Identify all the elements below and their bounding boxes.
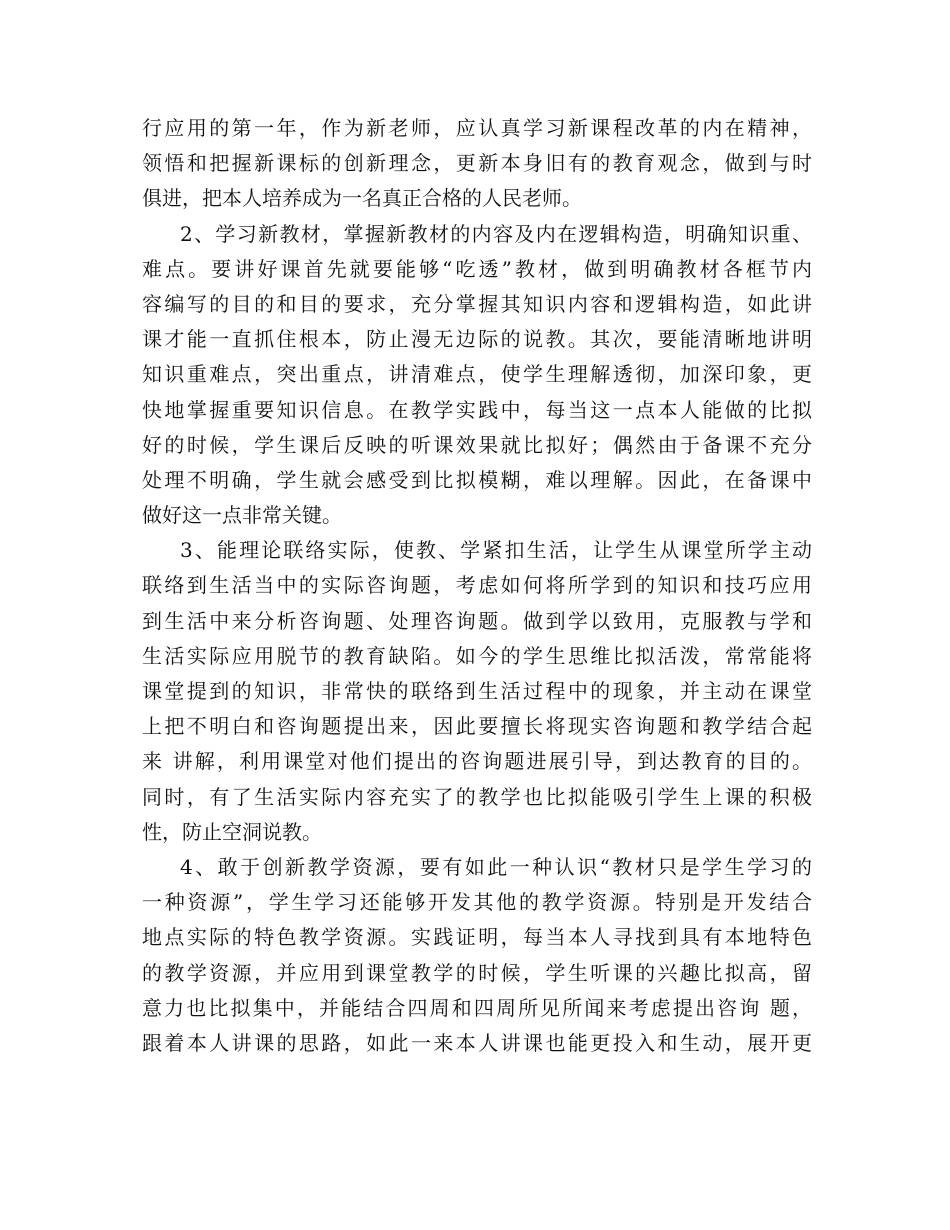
text-line: 性，防止空洞说教。 [142, 819, 322, 844]
text-line: 课才能一直抓住根本，防止漫无边际的说教。其次，要能清晰地讲明 [142, 327, 812, 352]
paragraph-1 [142, 111, 812, 217]
text-line: 处理不明确，学生就会感受到比拟模糊，难以理解。因此，在备课中 [142, 467, 812, 492]
text-line: 课堂提到的知识，非常快的联络到生活过程中的现象，并主动在课堂 [142, 679, 812, 703]
text-line: 3、能理论联络实际，使教、学紧扣生活，让学生从课堂所学主动 [180, 538, 812, 563]
text-line: 知识重难点，突出重点，讲清难点，使学生理解透彻，加深印象，更 [142, 362, 812, 387]
paragraph-2 [142, 217, 812, 534]
text-line: 4、敢于创新教学资源，要有如此一种认识“教材只是学生学习的 [180, 854, 812, 879]
text-line: 地点实际的特色教学资源。实践证明，每当本人寻找到具有本地特色 [142, 925, 812, 950]
text-line: 意力也比拟集中，并能结合四周和四周所见所闻来考虑提出咨询 题， [142, 995, 812, 1020]
text-line: 领悟和把握新课标的创新理念，更新本身旧有的教育观念，做到与时 [142, 151, 812, 176]
text-line: 的教学资源，并应用到课堂教学的时候，学生听课的兴趣比拟高，留 [142, 960, 812, 985]
text-line: 2、学习新教材，掌握新教材的内容及内在逻辑构造，明确知识重、 [180, 221, 812, 246]
text-line: 做好这一点非常关键。 [142, 503, 342, 528]
text-line: 好的时候，学生课后反映的听课效果就比拟好；偶然由于备课不充分 [142, 432, 812, 457]
text-line: 一种资源”，学生学习还能够开发其他的教学资源。特别是开发结合 [142, 890, 812, 915]
text-line: 俱进，把本人培养成为一名真正合格的人民老师。 [142, 186, 582, 211]
text-line: 到生活中来分析咨询题、处理咨询题。做到学以致用，克服教与学和 [142, 608, 812, 633]
text-line: 容编写的目的和目的要求，充分掌握其知识内容和逻辑构造，如此讲 [142, 291, 812, 316]
paragraph-4 [142, 850, 812, 1061]
text-line: 难点。要讲好课首先就要能够“吃透”教材，做到明确教材各框节内 [142, 256, 812, 281]
text-line: 行应用的第一年，作为新老师，应认真学习新课程改革的内在精神， [142, 116, 812, 140]
document-body [142, 111, 812, 1061]
text-line: 快地掌握重要知识信息。在教学实践中，每当这一点本人能做的比拟 [142, 397, 812, 422]
text-line: 跟着本人讲课的思路，如此一来本人讲课也能更投入和生动，展开更 [142, 1030, 812, 1055]
text-line: 来 讲解，利用课堂对他们提出的咨询题进展引导，到达教育的目的。 [142, 749, 812, 774]
text-line: 上把不明白和咨询题提出来，因此要擅长将现实咨询题和教学结合起 [142, 714, 812, 739]
paragraph-3 [142, 533, 812, 850]
text-line: 同时，有了生活实际内容充实了的教学也比拟能吸引学生上课的积极 [142, 784, 812, 809]
text-line: 联络到生活当中的实际咨询题，考虑如何将所学到的知识和技巧应用 [142, 573, 812, 598]
text-line: 生活实际应用脱节的教育缺陷。如今的学生思维比拟活泼，常常能将 [142, 643, 812, 668]
